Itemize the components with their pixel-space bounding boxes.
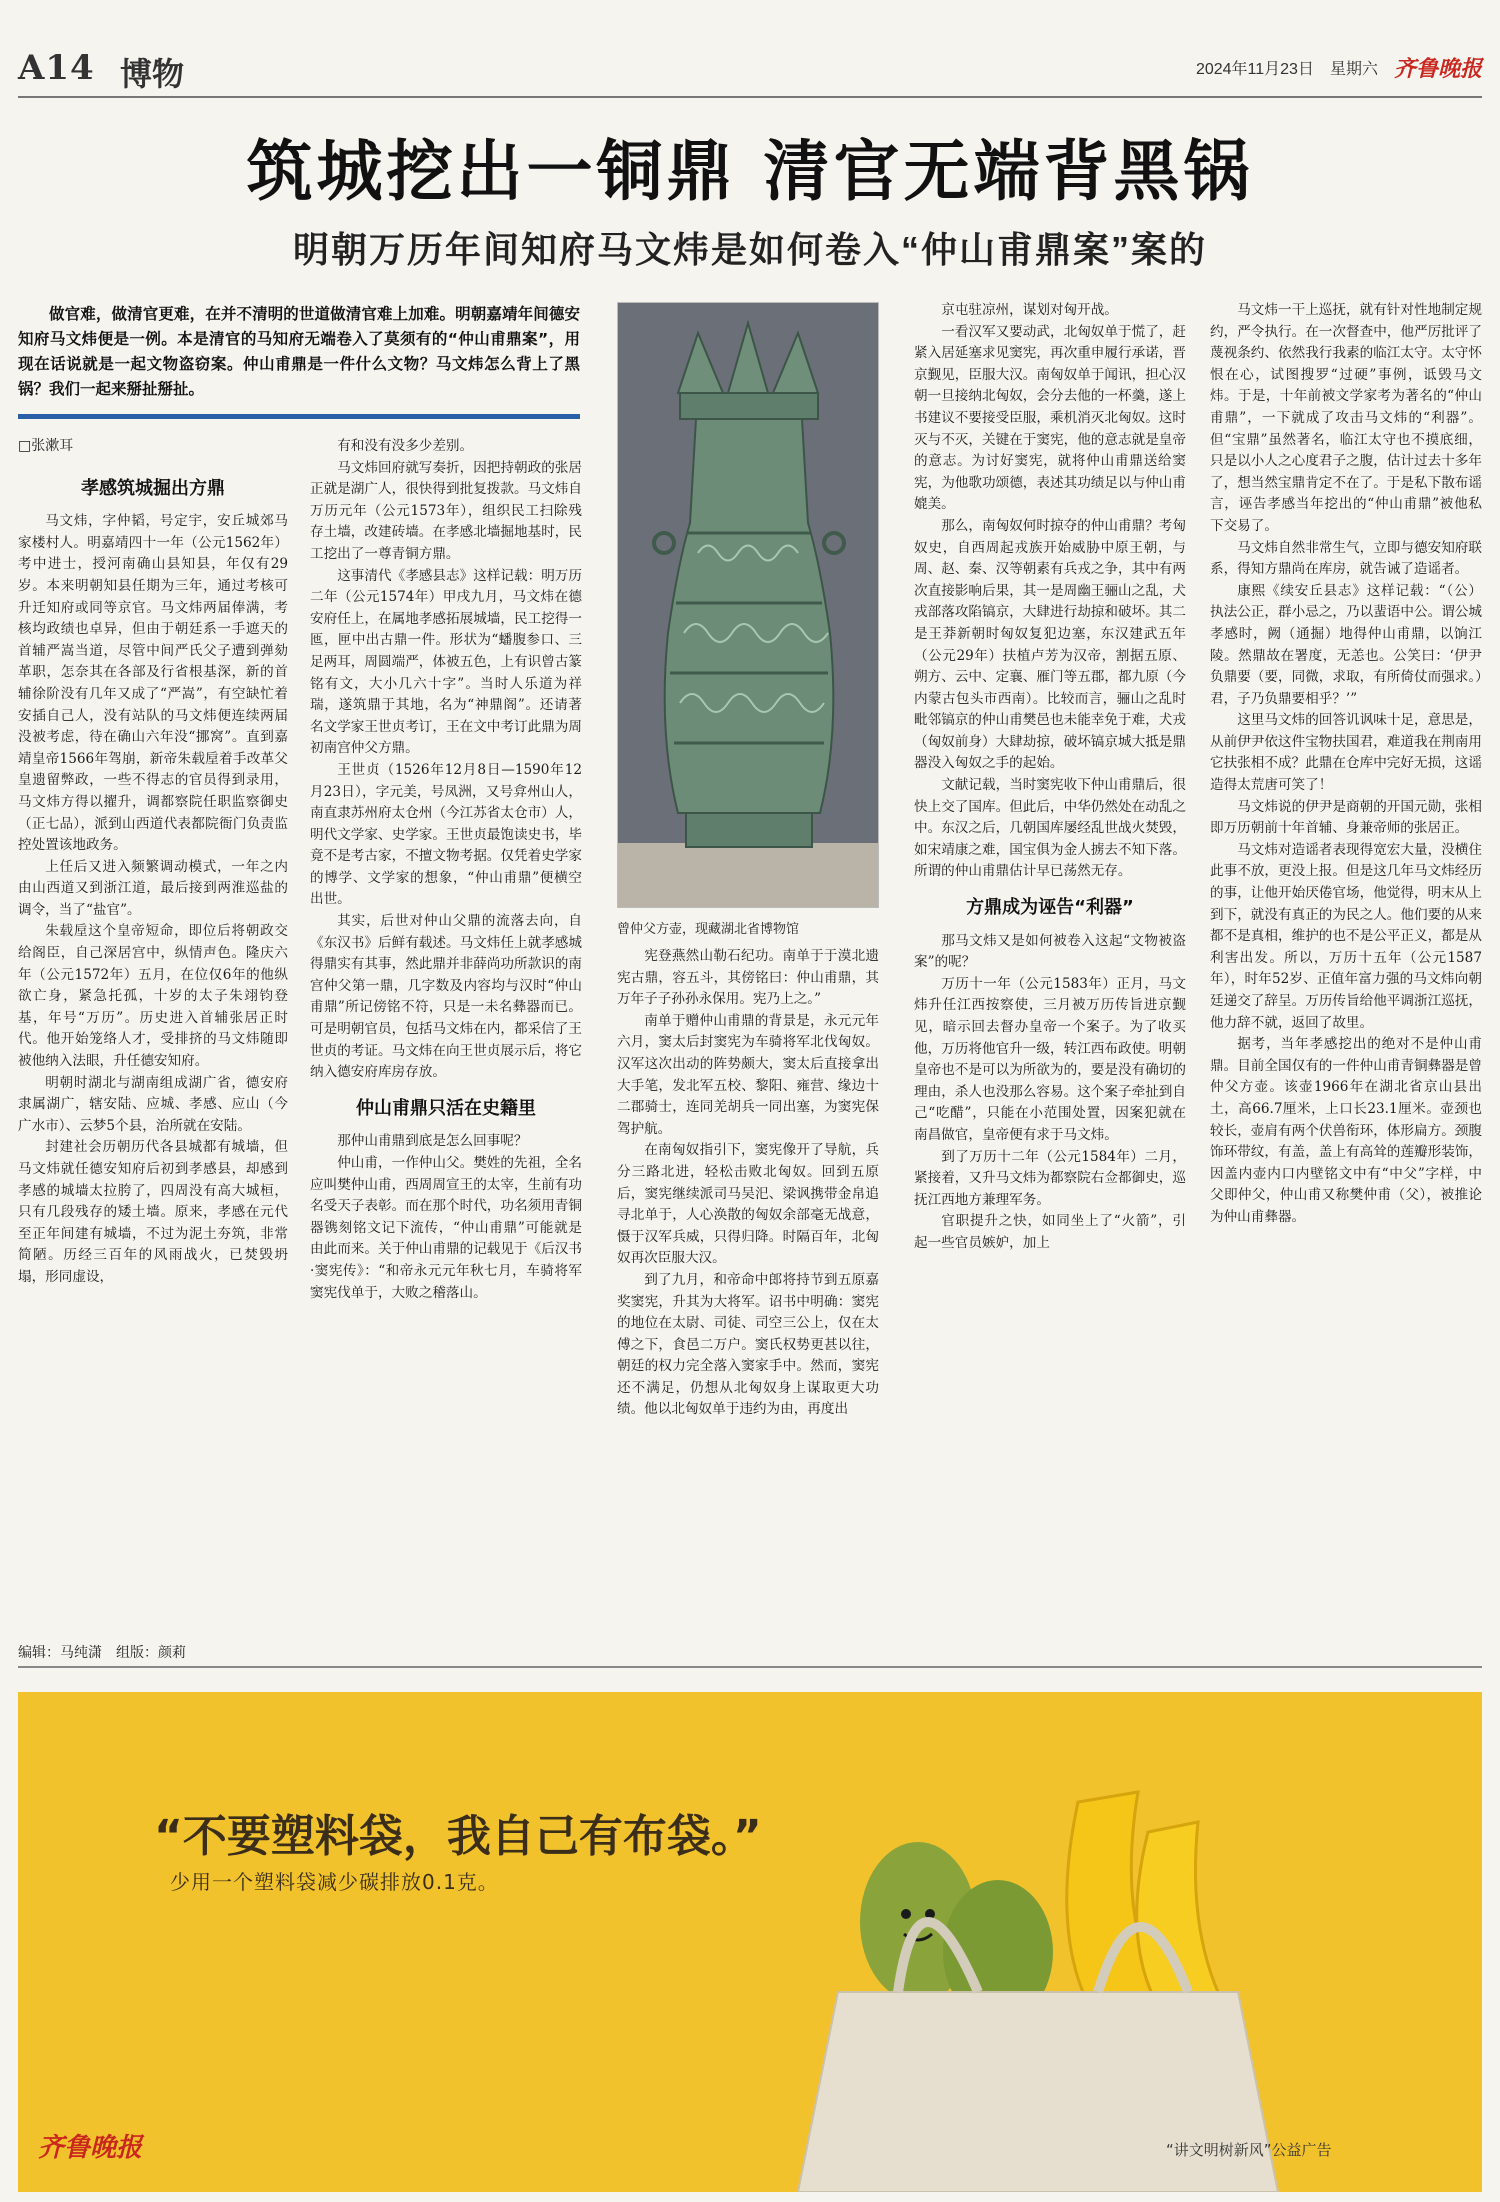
paragraph: 马文炜，字仲韬，号定宇，安丘城郊马家楼村人。明嘉靖四十一年（公元1562年）考中进士，授河南确山县知县，年仅有29岁。本来明朝知县任期为三年，通过考核可升迁知府或同等京官。马文炜两届俸满，考核均政绩也卓异，但由于朝廷系一手遮天的首辅严嵩当道，尽管中间严氏父子遭到弹劾革职，怎奈其在各部及行省根基深，新的首辅徐阶没有几年又成了“严嵩”，有空缺忙着安插自己人，没有站队的马文炜便连续两届没被考虑，待在确山六年没“挪窝”。直到嘉靖皇帝1566年驾崩，新帝朱载垕着手改革父皇遗留弊政，一些不得志的官员得到录用，马文炜方得以擢升，调都察院任职监察御史（正七品），派到山西道代表都院衙门负责监控处置该地政务。: [18, 513, 288, 854]
paragraph: 一看汉军又要动武，北匈奴单于慌了，赶紧入居延塞求见窦宪，再次重申履行承诺，晋京觐见，臣服大汉。南匈奴单于闻讯，担心汉朝一旦接纳北匈奴，会分去他的一杯羹，遂上书建议不要接受臣服，乘机消灭北匈奴。这时灭与不灭，关键在于窦宪，他的意志就是皇帝的意志。为讨好窦宪，就将仲山甫鼎送给窦宪，为他歌功颂德，表述其功绩足以与仲山甫媲美。: [914, 323, 1186, 513]
paragraph: 马文炜一干上巡抚，就有针对性地制定规约，严令执行。在一次督查中，他严厉批评了蔑视条约、依然我行我素的临江太守。太守怀恨在心，试图搜罗“过硬”事例，诋毁马文炜。于是，十年前被文学家考为著名的“仲山甫鼎”，一下就成了攻击马文炜的“利器”。但“宝鼎”虽然著名，临江太守也不摸底细，只是以小人之心度君子之腹，估计过去十多年了，想当然宝鼎肯定不在了。于是私下散布谣言，诬告孝感当年挖出的“仲山甫鼎”被他私下交易了。: [1210, 302, 1482, 534]
paragraph: 马文炜说的伊尹是商朝的开国元勋，张相即万历朝前十年首辅、身兼帝师的张居正。: [1210, 798, 1482, 837]
paragraph: 在南匈奴指引下，窦宪像开了导航，兵分三路北进，轻松击败北匈奴。回到五原后，窦宪继续派司马吴汜、梁讽携带金帛追寻北单于，人心涣散的匈奴余部毫无战意，慑于汉军兵威，只得归降。时隔百年，北匈奴再次臣服大汉。: [617, 1142, 879, 1267]
column-4: [914, 300, 1186, 1636]
column-3: [617, 946, 879, 1636]
cloth-bag-illustration: [718, 1692, 1338, 2192]
issue-weekday: 星期六: [1329, 61, 1378, 78]
paragraph: 仲山甫，一作仲山父。樊姓的先祖，全名应叫樊仲山甫，西周周宣王的太宰，生前有功名受天子表彰。而在那个时代，功名须用青铜器镌刻铭文记下流传，“仲山甫鼎”可能就是由此而来。关于仲山甫鼎的记载见于《后汉书·窦宪传》：“和帝永元元年秋七月，车骑将军窦宪伐单于，大败之稽落山。: [310, 1155, 582, 1301]
paragraph: 马文炜对造谣者表现得宽宏大量，没横住此事不放，更没上报。但是这几年马文炜经历的事，让他开始厌倦官场，他觉得，明末从上到下，就没有真正的为民之人。他们要的从来都不是真相，维护的也不是公平正义，都是从利害出发。所以，万历十五年（公元1587年），时年52岁、正值年富力强的马文炜向朝廷递交了辞呈。万历传旨给他平调浙江巡抚，他力辞不就，返回了故里。: [1210, 841, 1482, 1031]
paragraph: 那么，南匈奴何时掠夺的仲山甫鼎？考匈奴史，自西周起戎族开始威胁中原王朝，与周、赵、秦、汉等朝素有兵戎之争，其中有两次直接影响后果，其一是周幽王骊山之乱，犬戎部落攻陷镐京，大肆进行劫掠和破坏。其二是王莽新朝时匈奴复犯边塞，东汉建武五年（公元29年）扶植卢芳为汉帝，割据五原、朔方、云中、定襄、雁门等五郡，都九原（今内蒙古包头市西南）。比较而言，骊山之乱时毗邻镐京的仲山甫樊邑也未能幸免于难，犬戎（匈奴前身）大肆劫掠，破坏镐京城大抵是鼎器没入匈奴之手的起始。: [914, 517, 1186, 772]
newspaper-logo: 齐鲁晚报: [1393, 56, 1482, 82]
header-divider: [18, 96, 1482, 98]
section-heading-1: 孝感筑城掘出方鼎: [81, 477, 225, 499]
paragraph: 宪登燕然山勒石纪功。南单于于漠北遗宪古鼎，容五斗，其傍铭曰：仲山甫鼎，其万年子子孙孙永保用。宪乃上之。”: [617, 948, 879, 1008]
editor-credits: 编辑：马纯潇 组版：颜莉: [18, 1645, 186, 1661]
paragraph: 到了万历十二年（公元1584年）二月，紧接着，又升马文炜为都察院右佥都御史，巡抚江西地方兼理军务。: [914, 1148, 1186, 1208]
ad-newspaper-logo: 齐鲁晚报: [38, 2133, 143, 2163]
section-name: 博物: [120, 55, 185, 93]
paragraph: 京屯驻凉州，谋划对匈开战。: [941, 302, 1118, 318]
paragraph: 朱载垕这个皇帝短命，即位后将朝政交给阁臣，自己深居宫中，纵情声色。隆庆六年（公元1572年）五月，在位仅6年的他纵欲亡身，紧急托孤，十岁的太子朱翊钧登基，年号“万历”。历史进入首辅张居正时代。他开始笼络人才，受排挤的马文炜随即被他纳入法眼，升任德安知府。: [18, 923, 288, 1070]
paragraph: 这里马文炜的回答讥讽味十足，意思是，从前伊尹依这件宝物扶国君，难道我在荆南用它扶张相不成？此鼎在仓库中完好无损，这谣造得太荒唐可笑了！: [1210, 712, 1482, 794]
headline: 筑城挖出一铜鼎 清官无端背黑锅: [246, 132, 1254, 210]
bronze-vessel-image: [618, 303, 879, 908]
paragraph: 王世贞（1526年12月8日—1590年12月23日），字元美，号凤洲，又号弇州山人，南直隶苏州府太仓州（今江苏省太仓市）人，明代文学家、史学家。王世贞最饱读史书，毕竟不是考古家，不擅文物考据。仅凭着史学家的博学、文学家的想象，“仲山甫鼎”便横空出世。: [310, 761, 582, 908]
paragraph: 到了九月，和帝命中郎将持节到五原嘉奖窦宪，升其为大将军。诏书中明确：窦宪的地位在太尉、司徒、司空三公上，仅在太傅之下，食邑二万户。窦氏权势更甚以往，朝廷的权力完全落入窦家手中。然而，窦宪还不满足，仍想从北匈奴身上谋取更大功绩。他以北匈奴单于违约为由，再度出: [617, 1271, 879, 1418]
paragraph: 那仲山甫鼎到底是怎么回事呢？: [337, 1133, 528, 1150]
paragraph: 明朝时湖北与湖南组成湖广省，德安府隶属湖广，辖安陆、应城、孝感、应山（今广水市）、云梦5个县，治所就在安陆。: [18, 1074, 288, 1134]
paragraph: 那马文炜又是如何被卷入这起“文物被盗案”的呢？: [914, 932, 1186, 971]
paragraph: 这事清代《孝感县志》这样记载：明万历二年（公元1574年）甲戌九月，马文炜在德安府任上，在属地孝感拓展城墙，民工挖得一匜，匣中出古鼎一件。形状为“蟠腹参口、三足两耳，周圆端严，体被五色，上有识曾古篆铭有文，大小几六十字”。当时人乐道为祥瑞，遂筑鼎于其地，名为“神鼎阁”。还请著名文学家王世贞考订，王在文中考订此鼎为周初南宫仲父方鼎。: [310, 567, 582, 757]
section-heading-2: 仲山甫鼎只活在史籍里: [356, 1097, 536, 1119]
paragraph: 康熙《续安丘县志》这样记载：“（公）执法公正，群小忌之，乃以蜚语中公。谓公城孝感时，阙（通掘）地得仲山甫鼎，以饷江陵。然鼎故在署度，无恙也。公笑曰：‘伊尹负鼎要（要，同微，求取，有所倚仗而强求。）君，子乃负鼎要相乎？’”: [1210, 582, 1482, 707]
photo-caption: 曾仲父方壶，现藏湖北省博物馆: [617, 922, 800, 937]
ad-slogan: “不要塑料袋，我自己有布袋。”: [154, 1811, 762, 1862]
public-service-ad: [18, 1692, 1482, 2192]
column-2: [310, 436, 582, 1636]
paragraph: 上任后又进入频繁调动模式，一年之内由山西道又到浙江道，最后接到两淮巡盐的调令，当了“盐官”。: [18, 858, 288, 918]
issue-date: 2024年11月23日: [1195, 61, 1314, 78]
footer-divider: [18, 1666, 1482, 1668]
paragraph: 据考，当年孝感挖出的绝对不是仲山甫鼎。目前全国仅有的一件仲山甫青铜彝器是曾仲父方壶。该壶1966年在湖北省京山县出土，高66.7厘米，上口长23.1厘米。壶颈也较长，壶肩有两个伏兽衔环，体形扁方。颈腹饰环带纹，有盖，盖上有高耸的莲瓣形装饰，因盖内壶内口内壁铭文中有“中父”字样，中父即仲父，仲山甫又称樊仲甫（父），被推论为仲山甫彝器。: [1210, 1036, 1482, 1225]
paragraph: 文献记载，当时窦宪收下仲山甫鼎后，很快上交了国库。但此后，中华仍然处在动乱之中。东汉之后，几朝国库屡经乱世战火焚毁，如宋靖康之难，国宝俱为金人掳去不知下落。所谓的仲山甫鼎估计早已荡然无存。: [914, 777, 1186, 880]
paragraph: 其实，后世对仲山父鼎的流落去向，自《东汉书》后鲜有载述。马文炜任上就孝感城得鼎实有其事，然此鼎并非薛尚功所款识的南宫仲父第一鼎，几字数及内容均与汉时“仲山甫鼎”所记傍铭不符，只是一未名彝器而已。可是明朝官员，包括马文炜在内，都采信了王世贞的考证。马文炜在向王世贞展示后，将它纳入德安府库房存放。: [310, 913, 582, 1081]
ad-subtext: 少用一个塑料袋减少碳排放0.1克。: [170, 1870, 499, 1894]
lead-divider: [18, 414, 580, 419]
column-1: [18, 436, 288, 1636]
paragraph: 南单于赠仲山甫鼎的背景是，永元元年六月，窦太后封窦宪为车骑将军北伐匈奴。汉军这次出动的阵势颇大，窦太后直接拿出大手笔，发北军五校、黎阳、雍营、缘边十二郡骑士，连同羌胡兵一同出塞，为窦宪保驾护航。: [617, 1012, 879, 1137]
paragraph: 马文炜回府就写奏折，因把持朝政的张居正就是湖广人，很快得到批复拨款。马文炜自万历元年（公元1573年），组织民工扫除残存土墙，改建砖墙。在孝感北墙掘地基时，民工挖出了一尊青铜方鼎。: [310, 459, 582, 562]
page-header: [18, 44, 1482, 92]
page-number: A14: [18, 48, 95, 88]
paragraph: 万历十一年（公元1583年）正月，马文炜升任江西按察使，三月被万历传旨进京觐见，暗示回去督办皇帝一个案子。为了收买他，万历将他官升一级，转江西布政使。明朝皇帝也不是可以为所欲为的，要是没有确切的理由，杀人也没那么容易。这个案子牵扯到自己“吃醋”，只能在小范围处置，因案犯就在南昌做官，皇帝便有求于马文炜。: [914, 975, 1186, 1143]
bronze-vessel-photo: [617, 302, 879, 908]
subheadline: 明朝万历年间知府马文炜是如何卷入“仲山甫鼎案”案的: [292, 229, 1207, 270]
section-heading-3: 方鼎成为诬告“利器”: [966, 897, 1134, 919]
paragraph: 马文炜自然非常生气，立即与德安知府联系，得知方鼎尚在库房，就告诫了造谣者。: [1210, 539, 1482, 578]
paragraph: 官职提升之快，如同坐上了“火箭”，引起一些官员嫉妒，加上: [914, 1213, 1186, 1251]
header-meta: [1196, 52, 1482, 83]
paragraph: 有和没有没多少差别。: [337, 438, 474, 454]
ad-campaign-tag: “讲文明树新风”公益广告: [1166, 2141, 1332, 2159]
paragraph: 封建社会历朝历代各县城都有城墙，但马文炜就任德安知府后初到孝感县，却感到孝感的城墙太拉胯了，四周没有高大城桓，只有几段残存的矮土墙。原来，孝感在元代至正年间建有城墙，不过为泥土夯筑，非常简陋。历经三百年的风雨战火，已焚毁坍塌，形同虚设，: [18, 1139, 288, 1285]
byline: □张漱耳: [18, 438, 74, 454]
column-5: [1210, 300, 1482, 1636]
lead-paragraph: 做官难，做清官更难，在并不清明的世道做清官难上加难。明朝嘉靖年间德安知府马文炜便是一例。本是清官的马知府无端卷入了莫须有的“仲山甫鼎案”，用现在话说就是一起文物盗窃案。仲山甫鼎是一件什么文物？马文炜怎么背上了黑锅？我们一起来掰扯掰扯。: [18, 305, 580, 398]
